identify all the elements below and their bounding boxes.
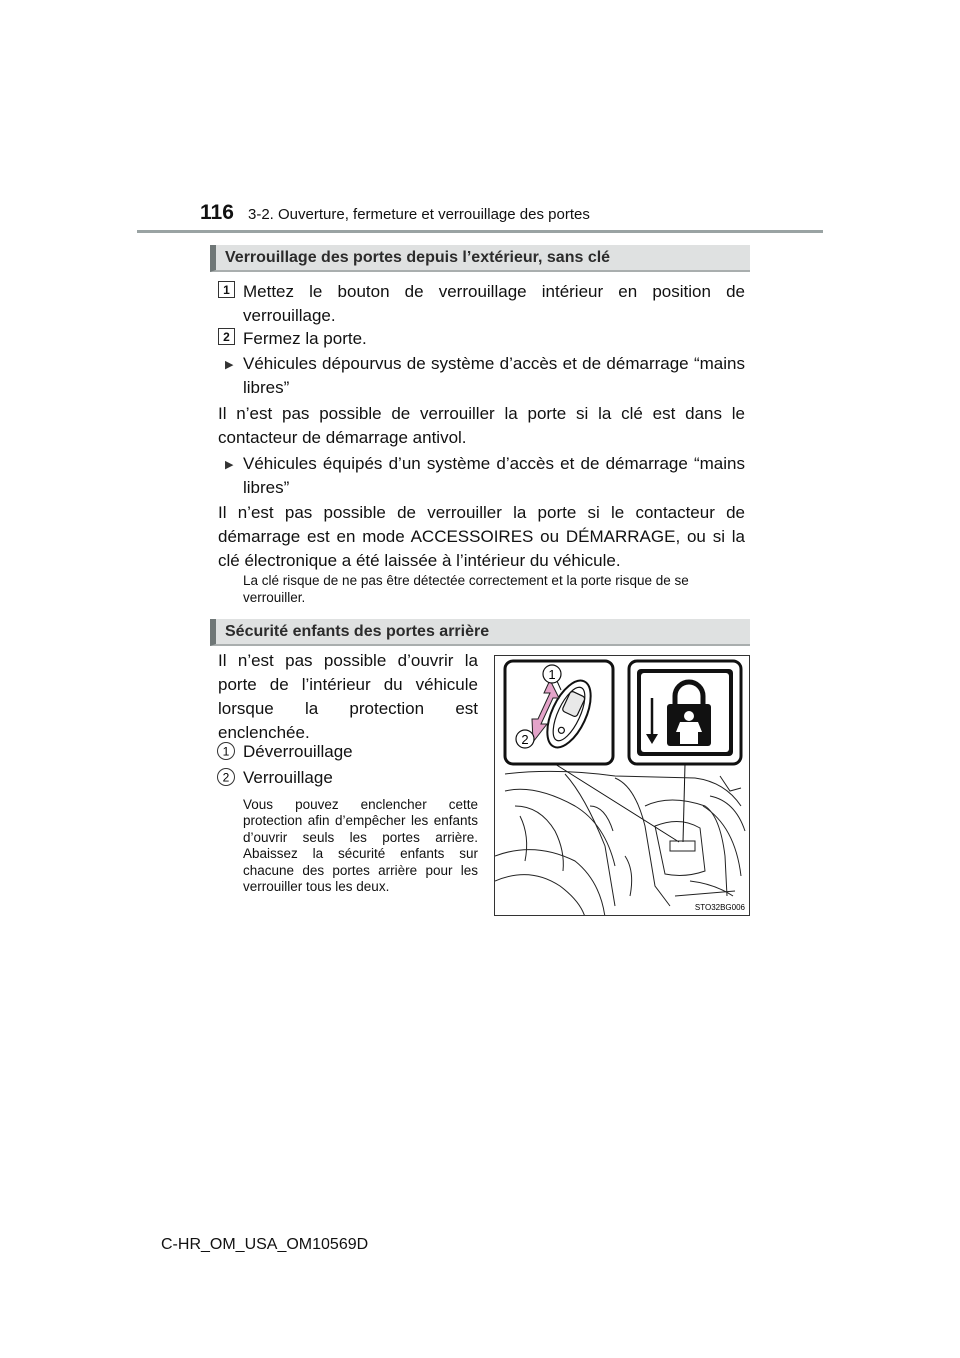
item-number-2: 2 (222, 770, 230, 785)
step-2-text: Fermez la porte. (243, 329, 367, 348)
section-heading-child-safety (210, 619, 750, 646)
page-number: 116 (200, 201, 234, 224)
section-heading-text: Verrouillage des portes depuis l’extérieur, sans clé (225, 248, 611, 266)
bullet-triangle-icon: ▶ (225, 359, 234, 371)
section-heading-exterior-lock (210, 245, 750, 272)
step-number-2: 2 (218, 328, 235, 345)
item-number-2-circle (216, 767, 236, 787)
note-lock-risk: La clé risque de ne pas être détectée correctement et la porte risque de se verrouiller. (243, 573, 689, 605)
running-head: 3-2. Ouverture, fermeture et verrouillage des portes (248, 206, 590, 223)
paragraph-with-smart-key: Il n’est pas possible de verrouiller la porte si le contacteur de démarrage est en mode ACCESSOIRES ou DÉMARRAGE, ou si la clé électronique a été laissée à l’intérieur du véhicule. (218, 503, 745, 570)
section-heading-text: Sécurité enfants des portes arrière (225, 622, 490, 640)
footer-document-id: C-HR_OM_USA_OM10569D (161, 1236, 369, 1253)
bullet-triangle-icon: ▶ (225, 459, 234, 471)
callout-1: 1 (548, 667, 556, 682)
item-number-1-circle (216, 741, 236, 761)
step-number-1: 1 (218, 281, 235, 298)
child-lock-note: Vous pouvez enclencher cette protection afin d’empêcher les enfants d’ouvrir seuls les portes arrière. Abaissez la sécurité enfants sur chacune des portes arrière pour les verrouiller tous les deux. (243, 797, 478, 895)
item-unlock-label: Déverrouillage (243, 742, 353, 761)
step-1-text: Mettez le bouton de verrouillage intérieur en position de verrouillage. (243, 282, 745, 325)
child-lock-illustration (494, 655, 750, 916)
condition-with-smart-key: Véhicules équipés d’un système d’accès et de démarrage “mains libres” (243, 454, 745, 497)
condition-no-smart-key: Véhicules dépourvus de système d’accès et de démarrage “mains libres” (243, 354, 745, 397)
callout-2: 2 (521, 732, 529, 747)
illustration-drawing (495, 656, 750, 916)
figure-code: STO32BG006 (694, 903, 745, 912)
child-lock-intro: Il n’est pas possible d’ouvrir la porte de l’intérieur du véhicule lorsque la protection est enclenchée. (218, 651, 478, 742)
header-rule (137, 230, 823, 233)
car-door-drawing (495, 771, 745, 916)
item-lock-label: Verrouillage (243, 768, 333, 787)
item-number-1: 1 (222, 744, 230, 759)
paragraph-no-smart-key: Il n’est pas possible de verrouiller la porte si la clé est dans le contacteur de démarrage antivol. (218, 404, 745, 447)
